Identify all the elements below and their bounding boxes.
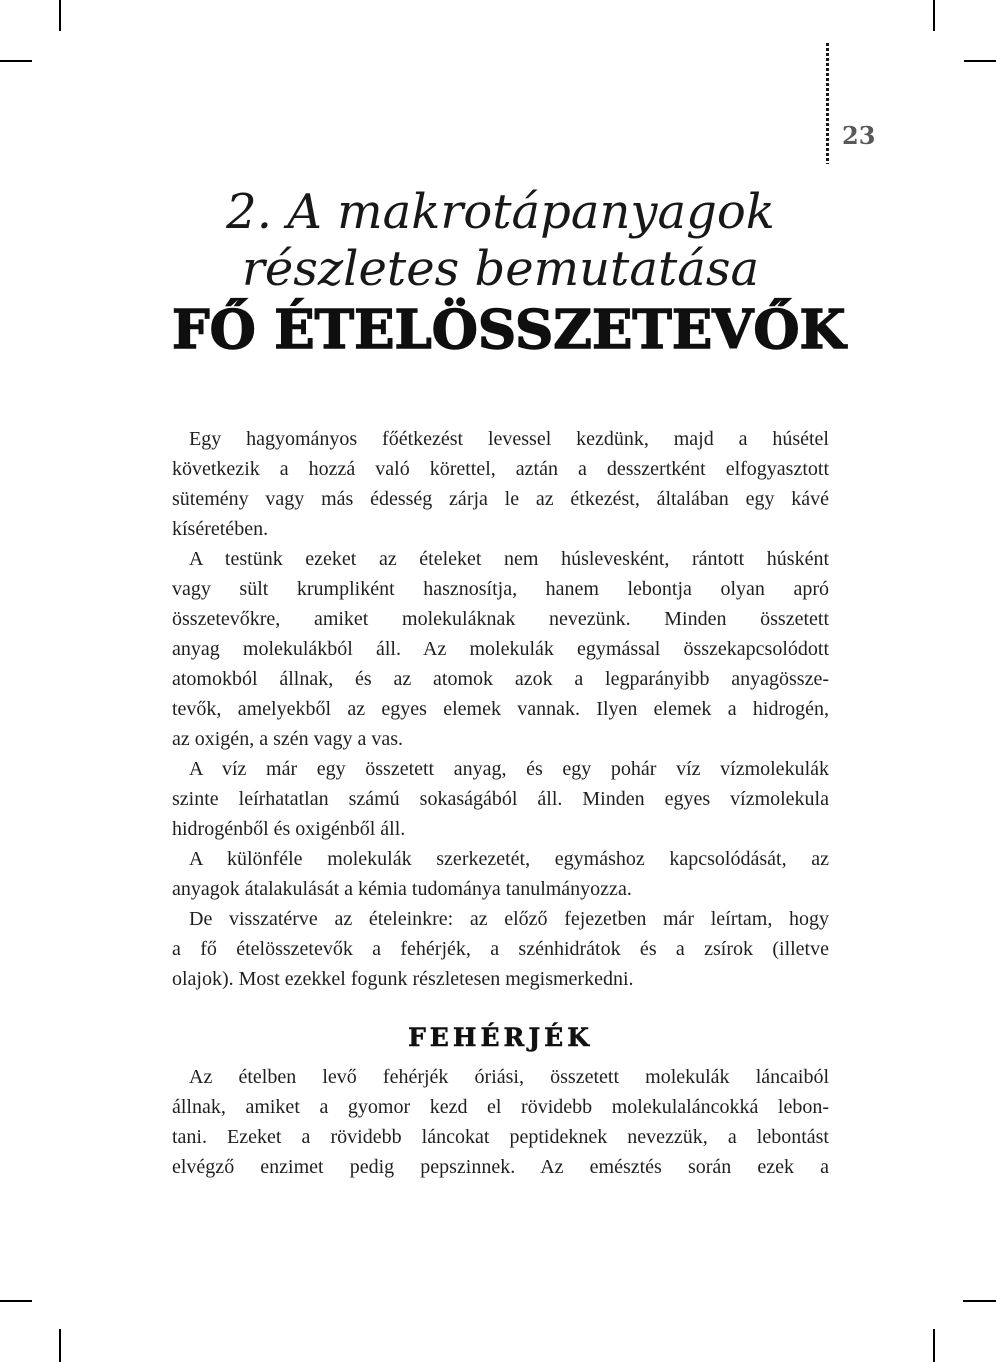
body-line: tevők, amelyekből az egyes elemek vannak. Ilyen elemek a hidrogén, bbox=[172, 698, 829, 720]
body-line: kíséretében. bbox=[172, 518, 269, 540]
body-line: atomokból állnak, és az atomok azok a legparányibb anyagössze- bbox=[172, 668, 829, 690]
body-line: vagy sült krumpliként hasznosítja, hanem lebontja olyan apró bbox=[172, 578, 829, 600]
crop-mark-top-left-horizontal bbox=[0, 60, 32, 62]
crop-mark-top-right-vertical bbox=[933, 0, 935, 31]
body-line: Egy hagyományos főétkezést levessel kezdünk, majd a húsétel bbox=[189, 428, 829, 450]
body-line: hidrogénből és oxigénből áll. bbox=[172, 818, 406, 840]
body-line: elvégző enzimet pedig pepszinnek. Az emésztés során ezek a bbox=[172, 1156, 829, 1178]
crop-mark-top-left-vertical bbox=[59, 0, 61, 31]
chapter-title-line-2: részletes bemutatása bbox=[241, 241, 760, 297]
body-line: az oxigén, a szén vagy a vas. bbox=[172, 728, 404, 750]
page-number: 23 bbox=[842, 121, 876, 150]
body-line: De visszatérve az ételeinkre: az előző fejezetben már leírtam, hogy bbox=[189, 908, 829, 930]
paragraph bbox=[172, 844, 829, 904]
body-line: állnak, amiket a gyomor kezd el rövidebb molekulaláncokká lebon- bbox=[172, 1096, 829, 1118]
paragraph bbox=[172, 424, 829, 544]
body-line: A víz már egy összetett anyag, és egy pohár víz vízmolekulák bbox=[189, 758, 829, 780]
crop-mark-bottom-left-vertical bbox=[59, 1329, 61, 1362]
body-line: következik a hozzá való körettel, aztán a desszertként elfogyasztott bbox=[172, 458, 829, 480]
crop-mark-bottom-left-horizontal bbox=[0, 1300, 32, 1302]
body-line: sütemény vagy más édesség zárja le az étkezést, általában egy kávé bbox=[172, 488, 829, 510]
paragraph bbox=[172, 544, 829, 754]
crop-mark-bottom-right-vertical bbox=[933, 1329, 935, 1362]
body-line: tani. Ezeket a rövidebb láncokat peptideknek nevezzük, a lebontást bbox=[172, 1126, 829, 1148]
paragraph bbox=[172, 754, 829, 844]
crop-mark-bottom-right-horizontal bbox=[963, 1300, 996, 1302]
paragraph bbox=[172, 904, 829, 994]
chapter-title-line-1: 2. A makrotápanyagok bbox=[226, 184, 775, 240]
paragraph bbox=[172, 1062, 829, 1182]
body-text-column bbox=[172, 424, 829, 1182]
chapter-main-heading: FŐ ÉTELÖSSZETEVŐK bbox=[172, 299, 846, 361]
body-line: Az ételben levő fehérjék óriási, összetett molekulák láncaiból bbox=[189, 1066, 829, 1088]
body-line: a fő ételösszetevők a fehérjék, a szénhidrátok és a zsírok (illetve bbox=[172, 938, 829, 960]
section-heading-feherjek: FEHÉRJÉK bbox=[408, 1023, 593, 1052]
crop-mark-top-right-horizontal bbox=[964, 60, 996, 62]
body-line: összetevőkre, amiket molekuláknak nevezünk. Minden összetett bbox=[172, 608, 829, 630]
chapter-title-block bbox=[172, 184, 846, 362]
body-line: anyag molekulákból áll. Az molekulák egymással összekapcsolódott bbox=[172, 638, 829, 660]
dotted-rule-decoration bbox=[826, 43, 829, 164]
body-line: anyagok átalakulását a kémia tudománya tanulmányozza. bbox=[172, 878, 632, 900]
body-line: olajok). Most ezekkel fogunk részletesen megismerkedni. bbox=[172, 968, 634, 990]
body-line: A testünk ezeket az ételeket nem húslevesként, rántott húsként bbox=[189, 548, 829, 570]
body-line: szinte leírhatatlan számú sokaságából áll. Minden egyes vízmolekula bbox=[172, 788, 829, 810]
body-line: A különféle molekulák szerkezetét, egymáshoz kapcsolódását, az bbox=[189, 848, 829, 870]
